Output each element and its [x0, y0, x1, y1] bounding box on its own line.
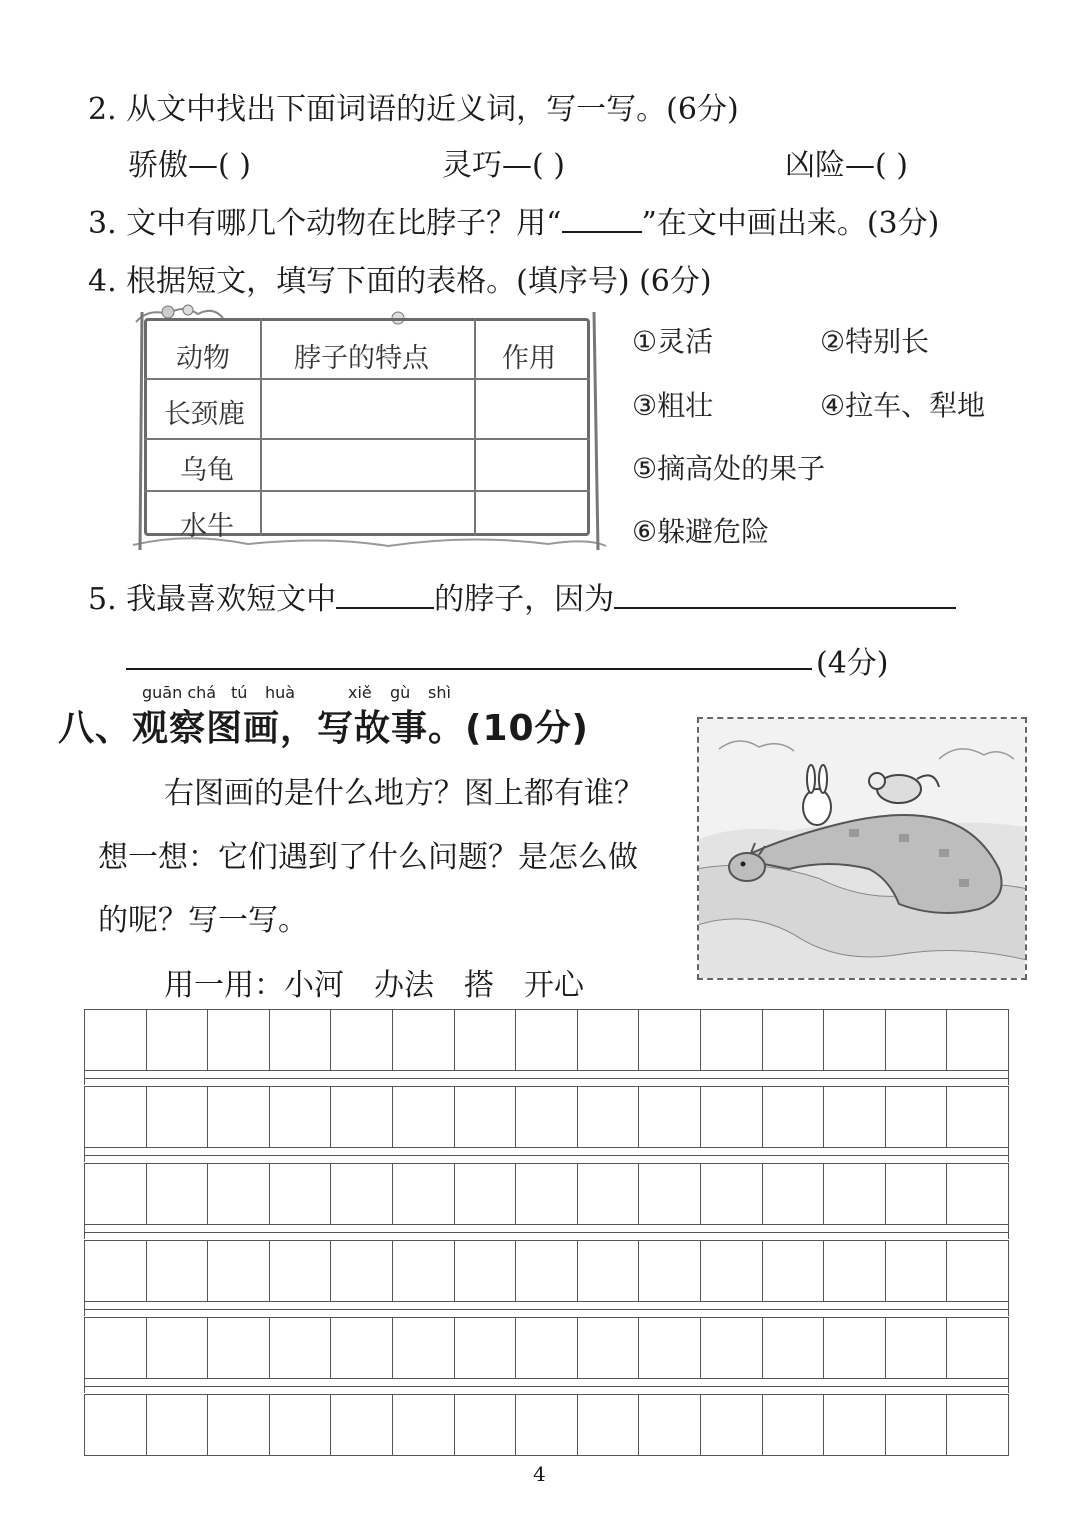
writing-grid-cell[interactable] [578, 1164, 640, 1224]
table-header-neck-feature: 脖子的特点 [294, 343, 429, 374]
writing-grid-cell[interactable] [763, 1087, 825, 1147]
writing-grid-cell[interactable] [455, 1010, 517, 1070]
option-3: ③粗壮 [632, 389, 714, 422]
writing-grid-gap-line [84, 1232, 1009, 1233]
question-5-blank-1[interactable] [336, 581, 434, 609]
animal-neck-table [128, 300, 608, 555]
writing-grid-gap-line [84, 1155, 1009, 1156]
writing-grid-cell[interactable] [208, 1164, 270, 1224]
writing-grid-cell[interactable] [208, 1318, 270, 1378]
pinyin-hua: huà [265, 683, 296, 702]
table-row-label: 乌龟 [180, 455, 234, 486]
writing-grid-cell[interactable] [147, 1318, 209, 1378]
writing-grid-cell[interactable] [824, 1241, 886, 1301]
synonym-item-3: 凶险—( ) [785, 148, 908, 183]
pinyin-shi: shì [428, 683, 451, 702]
writing-grid-cell[interactable] [455, 1318, 517, 1378]
word-bank-label: 用一用： [164, 968, 284, 1003]
writing-grid-cell[interactable] [85, 1087, 147, 1147]
writing-grid-cell[interactable] [763, 1395, 825, 1455]
writing-grid-cell[interactable] [147, 1164, 209, 1224]
option-4: ④拉车、犁地 [820, 389, 986, 422]
writing-grid-cell[interactable] [393, 1164, 455, 1224]
writing-grid-gap-line [84, 1309, 1009, 1310]
writing-grid-cell[interactable] [947, 1164, 1008, 1224]
option-6: ⑥躲避危险 [632, 515, 770, 548]
writing-grid-cell[interactable] [331, 1164, 393, 1224]
writing-grid-cell[interactable] [147, 1395, 209, 1455]
writing-grid-cell[interactable] [393, 1395, 455, 1455]
word-bank-word: 办法 [374, 968, 434, 1003]
writing-grid-cell[interactable] [393, 1087, 455, 1147]
question-5 [88, 574, 956, 618]
table-line [474, 318, 476, 536]
writing-grid-cell[interactable] [516, 1087, 578, 1147]
option-5: ⑤摘高处的果子 [632, 452, 826, 485]
writing-grid-cell[interactable] [578, 1395, 640, 1455]
writing-grid-cell[interactable] [455, 1087, 517, 1147]
table-header-use: 作用 [502, 343, 556, 374]
writing-grid-cell[interactable] [886, 1010, 948, 1070]
question-3-text-after: ”在文中画出来。(3分) [641, 206, 940, 241]
writing-grid-cell[interactable] [701, 1395, 763, 1455]
question-5-score: (4分) [816, 646, 889, 681]
pinyin-xie: xiě [348, 683, 372, 702]
section-8-title: 八、观察图画，写故事。(10分) [58, 708, 590, 749]
writing-grid-cell[interactable] [639, 1010, 701, 1070]
question-5-blank-2[interactable] [614, 581, 956, 609]
writing-grid-row [84, 1240, 1009, 1302]
writing-grid-cell[interactable] [824, 1010, 886, 1070]
writing-grid-cell[interactable] [824, 1087, 886, 1147]
writing-grid-cell[interactable] [639, 1241, 701, 1301]
writing-grid-cell[interactable] [270, 1241, 332, 1301]
writing-grid-cell[interactable] [886, 1318, 948, 1378]
writing-grid-cell[interactable] [947, 1241, 1008, 1301]
question-5-blank-3[interactable] [126, 668, 812, 670]
writing-grid-cell[interactable] [147, 1087, 209, 1147]
writing-grid-row [84, 1009, 1009, 1071]
writing-grid-cell[interactable] [270, 1318, 332, 1378]
writing-grid-cell[interactable] [393, 1010, 455, 1070]
writing-grid-row [84, 1317, 1009, 1379]
writing-grid-row [84, 1086, 1009, 1148]
writing-grid-cell[interactable] [886, 1395, 948, 1455]
writing-grid-cell[interactable] [393, 1318, 455, 1378]
writing-grid-cell[interactable] [85, 1010, 147, 1070]
writing-grid-cell[interactable] [824, 1318, 886, 1378]
story-illustration [697, 717, 1027, 980]
writing-grid-cell[interactable] [639, 1087, 701, 1147]
writing-grid-cell[interactable] [270, 1010, 332, 1070]
writing-grid-cell[interactable] [763, 1164, 825, 1224]
writing-grid-cell[interactable] [639, 1395, 701, 1455]
writing-grid-cell[interactable] [85, 1318, 147, 1378]
writing-grid-cell[interactable] [331, 1395, 393, 1455]
writing-grid-cell[interactable] [701, 1087, 763, 1147]
writing-grid-cell[interactable] [886, 1164, 948, 1224]
writing-grid-cell[interactable] [516, 1241, 578, 1301]
writing-grid-cell[interactable] [331, 1087, 393, 1147]
option-2: ②特别长 [820, 325, 930, 358]
pinyin-tu: tú [231, 683, 248, 702]
writing-grid-cell[interactable] [701, 1164, 763, 1224]
table-line [260, 318, 262, 536]
writing-grid-cell[interactable] [886, 1241, 948, 1301]
writing-grid-cell[interactable] [578, 1318, 640, 1378]
question-5-text-before: 5. 我最喜欢短文中 [88, 582, 337, 617]
prompt-line-3: 的呢？写一写。 [98, 903, 308, 938]
writing-grid-cell[interactable] [947, 1318, 1008, 1378]
writing-grid-cell[interactable] [331, 1010, 393, 1070]
writing-grid-cell[interactable] [455, 1241, 517, 1301]
pinyin-gu: gù [390, 683, 411, 702]
prompt-line-2: 想一想：它们遇到了什么问题？是怎么做 [98, 840, 638, 875]
option-1: ①灵活 [632, 325, 714, 358]
writing-grid-cell[interactable] [886, 1087, 948, 1147]
writing-grid-cell[interactable] [208, 1010, 270, 1070]
writing-grid-cell[interactable] [455, 1164, 517, 1224]
writing-grid-cell[interactable] [85, 1395, 147, 1455]
question-2: 2. 从文中找出下面词语的近义词，写一写。(6分) [88, 92, 739, 127]
writing-grid-gap-line [84, 1078, 1009, 1079]
writing-grid-cell[interactable] [639, 1164, 701, 1224]
writing-grid-cell[interactable] [270, 1395, 332, 1455]
writing-grid-cell[interactable] [824, 1164, 886, 1224]
word-bank [164, 960, 584, 1004]
writing-grid-cell[interactable] [516, 1010, 578, 1070]
writing-grid-row [84, 1394, 1009, 1456]
question-3-underline-sample [562, 205, 642, 233]
table-line [144, 438, 590, 440]
writing-grid-cell[interactable] [147, 1010, 209, 1070]
writing-grid-cell[interactable] [270, 1087, 332, 1147]
writing-grid-cell[interactable] [701, 1010, 763, 1070]
table-row-label: 长颈鹿 [164, 399, 245, 430]
writing-grid-cell[interactable] [147, 1241, 209, 1301]
writing-grid-gap-line [84, 1386, 1009, 1387]
writing-grid-cell[interactable] [578, 1241, 640, 1301]
writing-grid-cell[interactable] [270, 1164, 332, 1224]
writing-grid-cell[interactable] [824, 1395, 886, 1455]
writing-grid-row [84, 1163, 1009, 1225]
writing-grid-cell[interactable] [763, 1010, 825, 1070]
writing-grid-cell[interactable] [208, 1395, 270, 1455]
writing-grid-cell[interactable] [85, 1241, 147, 1301]
writing-grid-cell[interactable] [331, 1318, 393, 1378]
writing-grid-cell[interactable] [85, 1164, 147, 1224]
giraffe-river-illustration [699, 719, 1025, 978]
writing-grid-cell[interactable] [947, 1087, 1008, 1147]
prompt-line-1: 右图画的是什么地方？图上都有谁？ [164, 776, 644, 811]
table-line [144, 378, 590, 380]
question-3-text-before: 3. 文中有哪几个动物在比脖子？用“ [88, 206, 562, 241]
pinyin-guancha: guān chá [142, 683, 217, 702]
writing-grid-cell[interactable] [455, 1395, 517, 1455]
writing-grid-cell[interactable] [516, 1318, 578, 1378]
writing-grid-cell[interactable] [639, 1318, 701, 1378]
writing-grid-cell[interactable] [578, 1010, 640, 1070]
writing-grid-cell[interactable] [763, 1318, 825, 1378]
writing-grid-cell[interactable] [516, 1395, 578, 1455]
synonym-item-1: 骄傲—( ) [128, 148, 251, 183]
writing-grid-cell[interactable] [516, 1164, 578, 1224]
writing-grid-cell[interactable] [947, 1010, 1008, 1070]
word-bank-word: 搭 [464, 968, 494, 1003]
writing-grid-cell[interactable] [208, 1087, 270, 1147]
page-number: 4 [533, 1462, 546, 1486]
writing-grid-cell[interactable] [331, 1241, 393, 1301]
word-bank-word: 开心 [524, 968, 584, 1003]
writing-grid-cell[interactable] [763, 1241, 825, 1301]
writing-grid-cell[interactable] [393, 1241, 455, 1301]
writing-grid-cell[interactable] [701, 1318, 763, 1378]
question-5-text-mid: 的脖子，因为 [434, 582, 615, 617]
writing-grid-cell[interactable] [947, 1395, 1008, 1455]
writing-grid-cell[interactable] [578, 1087, 640, 1147]
synonym-item-2: 灵巧—( ) [442, 148, 565, 183]
word-bank-word: 小河 [284, 968, 344, 1003]
table-line [144, 490, 590, 492]
writing-grid-cell[interactable] [208, 1241, 270, 1301]
table-header-animal: 动物 [176, 343, 230, 374]
question-3 [88, 198, 939, 242]
table-row-label: 水牛 [180, 511, 234, 542]
writing-grid-cell[interactable] [701, 1241, 763, 1301]
question-4: 4. 根据短文，填写下面的表格。(填序号) (6分) [88, 264, 712, 299]
